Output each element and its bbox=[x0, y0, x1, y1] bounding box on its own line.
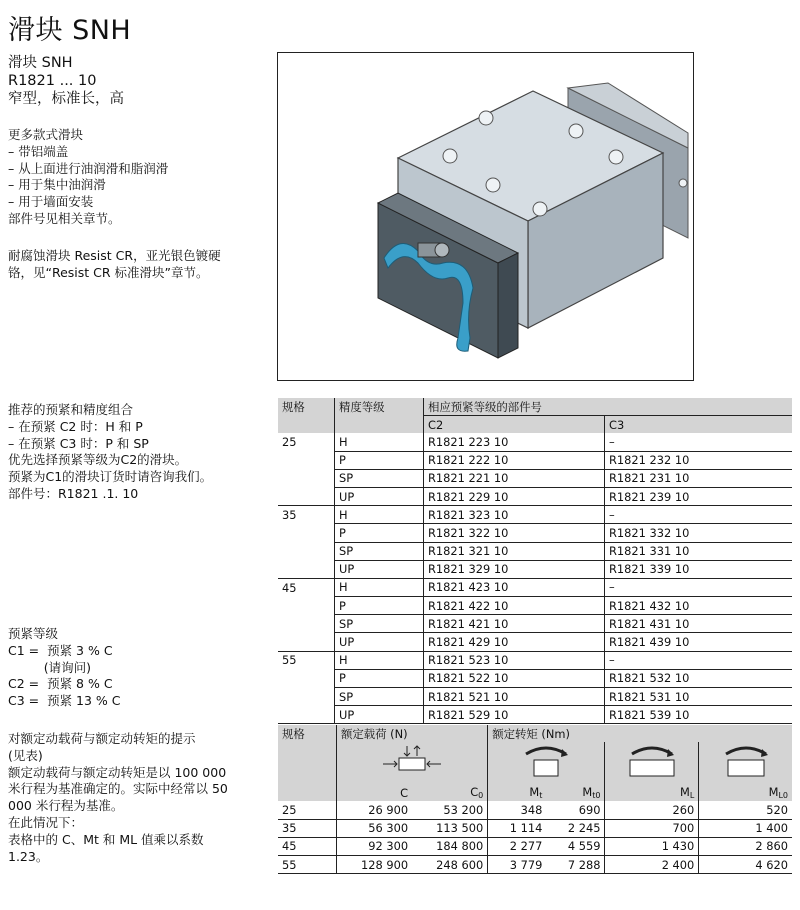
preload-classes-heading: 预紧等级 bbox=[8, 626, 59, 641]
corrosion-note-line: 铬，见“Resist CR 标准滑块”章节。 bbox=[8, 264, 209, 280]
c2-part-number-cell: R1821 521 10 bbox=[424, 688, 605, 706]
col-header-accuracy: 精度等级 bbox=[335, 398, 424, 416]
table-row bbox=[278, 819, 792, 837]
accuracy-cell: SP bbox=[335, 688, 424, 706]
col-header-mt bbox=[488, 784, 547, 801]
mt-cell: 1 114 bbox=[488, 819, 547, 837]
accuracy-cell: P bbox=[335, 597, 424, 615]
c2-part-number-cell: R1821 221 10 bbox=[424, 469, 605, 487]
load-direction-icon bbox=[337, 742, 488, 784]
c2-part-number-cell: R1821 321 10 bbox=[424, 542, 605, 560]
table-row bbox=[278, 542, 792, 560]
torque-mt-icon bbox=[488, 742, 605, 784]
corrosion-note-line: 耐腐蚀滑块 Resist CR，亚光银色镀硬 bbox=[8, 248, 221, 263]
features-footer: 部件号见相关章节。 bbox=[8, 210, 121, 226]
c3-part-number-cell: R1821 239 10 bbox=[605, 487, 793, 505]
linear-guide-block-illustration bbox=[278, 53, 693, 380]
ml0-cell: 520 bbox=[699, 801, 792, 819]
c2-part-number-cell: R1821 323 10 bbox=[424, 506, 605, 524]
table-row bbox=[278, 801, 792, 819]
c3-part-number-cell: – bbox=[605, 506, 793, 524]
size-cell: 45 bbox=[278, 578, 335, 596]
preload-recommend-line: 预紧为C1的滑块订货时请咨询我们。 bbox=[8, 469, 213, 485]
col-header-ml-sub: L bbox=[689, 791, 695, 801]
mt0-cell: 690 bbox=[546, 801, 605, 819]
size-cell bbox=[278, 615, 335, 633]
accuracy-cell: UP bbox=[335, 560, 424, 578]
col-header-c0 bbox=[412, 784, 488, 801]
table-row bbox=[278, 487, 792, 505]
c2-part-number-cell: R1821 429 10 bbox=[424, 633, 605, 651]
mt0-cell: 7 288 bbox=[546, 855, 605, 873]
size-cell bbox=[278, 487, 335, 505]
accuracy-cell: SP bbox=[335, 542, 424, 560]
table-row bbox=[278, 633, 792, 651]
load-note-line: (见表) bbox=[8, 747, 43, 763]
c2-part-number-cell: R1821 229 10 bbox=[424, 487, 605, 505]
accuracy-cell: UP bbox=[335, 487, 424, 505]
size-cell bbox=[278, 469, 335, 487]
accuracy-cell: H bbox=[335, 651, 424, 669]
c3-part-number-cell: – bbox=[605, 651, 793, 669]
preload-recommend-line: 优先选择预紧等级为C2的滑块。 bbox=[8, 452, 188, 468]
accuracy-cell: P bbox=[335, 669, 424, 687]
c3-part-number-cell: R1821 331 10 bbox=[605, 542, 793, 560]
table-row bbox=[278, 433, 792, 451]
c2-part-number-cell: R1821 523 10 bbox=[424, 651, 605, 669]
c2-part-number-cell: R1821 423 10 bbox=[424, 578, 605, 596]
col-header-size: 规格 bbox=[278, 398, 335, 416]
mt-cell: 3 779 bbox=[488, 855, 547, 873]
table-row bbox=[278, 560, 792, 578]
col-header-ml0-sub: L0 bbox=[778, 791, 788, 801]
load-rating-table bbox=[278, 725, 792, 874]
col-header-mt0-main: M bbox=[582, 785, 593, 800]
c2-part-number-cell: R1821 222 10 bbox=[424, 451, 605, 469]
load-note-line: 额定动载荷与额定动转矩是以 100 000 bbox=[8, 764, 227, 780]
size-cell: 55 bbox=[278, 651, 335, 669]
c0-cell: 53 200 bbox=[412, 801, 488, 819]
table-row bbox=[278, 669, 792, 687]
col-header-mt-main: M bbox=[529, 785, 540, 800]
size-cell bbox=[278, 451, 335, 469]
col-header-size: 规格 bbox=[278, 725, 337, 742]
size-cell bbox=[278, 688, 335, 706]
preload-recommend-line: 推荐的预紧和精度组合 bbox=[8, 402, 134, 417]
load-note-line: 1.23。 bbox=[8, 848, 49, 864]
load-note-line: 米行程为基准确定的。实际中经常以 50 bbox=[8, 781, 228, 797]
table-row bbox=[278, 688, 792, 706]
table-row bbox=[278, 837, 792, 855]
col-header-c2: C2 bbox=[424, 416, 605, 434]
c2-part-number-cell: R1821 223 10 bbox=[424, 433, 605, 451]
col-header-part-numbers: 相应预紧等级的部件号 bbox=[424, 398, 793, 416]
accuracy-cell: UP bbox=[335, 706, 424, 724]
ml-cell: 1 430 bbox=[605, 837, 699, 855]
header-spacer bbox=[605, 725, 792, 742]
size-cell bbox=[278, 706, 335, 724]
size-cell: 25 bbox=[278, 801, 337, 819]
feature-item: – 用于墙面安装 bbox=[8, 194, 94, 210]
c2-part-number-cell: R1821 421 10 bbox=[424, 615, 605, 633]
ml0-cell: 4 620 bbox=[699, 855, 792, 873]
preload-class-line: C1 = 预紧 3 % C bbox=[8, 642, 113, 658]
table-row bbox=[278, 524, 792, 542]
header-spacer bbox=[278, 416, 335, 434]
c2-part-number-cell: R1821 422 10 bbox=[424, 597, 605, 615]
size-cell: 35 bbox=[278, 506, 335, 524]
ml-cell: 2 400 bbox=[605, 855, 699, 873]
c2-part-number-cell: R1821 322 10 bbox=[424, 524, 605, 542]
c3-part-number-cell: R1821 532 10 bbox=[605, 669, 793, 687]
subtitle-line-1: 滑块 SNH bbox=[8, 55, 73, 71]
preload-classes bbox=[8, 626, 121, 710]
ml0-cell: 2 860 bbox=[699, 837, 792, 855]
c0-cell: 248 600 bbox=[412, 855, 488, 873]
c3-part-number-cell: R1821 539 10 bbox=[605, 706, 793, 724]
table-row bbox=[278, 855, 792, 873]
ml0-cell: 1 400 bbox=[699, 819, 792, 837]
c2-part-number-cell: R1821 329 10 bbox=[424, 560, 605, 578]
c3-part-number-cell: R1821 439 10 bbox=[605, 633, 793, 651]
corrosion-note bbox=[8, 248, 221, 282]
col-header-load: 额定载荷 (N) bbox=[337, 725, 488, 742]
c3-part-number-cell: – bbox=[605, 433, 793, 451]
table-row bbox=[278, 597, 792, 615]
size-cell bbox=[278, 524, 335, 542]
c3-part-number-cell: R1821 339 10 bbox=[605, 560, 793, 578]
torque-ml-icon bbox=[605, 742, 699, 784]
accuracy-cell: H bbox=[335, 506, 424, 524]
col-header-ml bbox=[605, 784, 699, 801]
c2-part-number-cell: R1821 529 10 bbox=[424, 706, 605, 724]
size-cell: 55 bbox=[278, 855, 337, 873]
part-number-table bbox=[278, 398, 792, 724]
size-cell bbox=[278, 560, 335, 578]
col-header-ml-main: M bbox=[680, 785, 690, 800]
accuracy-cell: H bbox=[335, 433, 424, 451]
preload-class-line: (请询问) bbox=[8, 659, 92, 675]
accuracy-cell: P bbox=[335, 451, 424, 469]
col-header-torque: 额定转矩 (Nm) bbox=[488, 725, 605, 742]
feature-item: – 从上面进行油润滑和脂润滑 bbox=[8, 160, 169, 176]
c-cell: 92 300 bbox=[337, 837, 413, 855]
header-spacer bbox=[278, 784, 337, 801]
page-title: 滑块 SNH bbox=[8, 15, 132, 46]
table-row bbox=[278, 451, 792, 469]
col-header-c0-sub: 0 bbox=[478, 791, 484, 801]
size-cell: 25 bbox=[278, 433, 335, 451]
size-cell bbox=[278, 542, 335, 560]
mt-cell: 2 277 bbox=[488, 837, 547, 855]
load-note-line: 表格中的 C、Mt 和 ML 值乘以系数 bbox=[8, 831, 204, 847]
preload-recommend-line: – 在预紧 C3 时：P 和 SP bbox=[8, 435, 149, 451]
c-cell: 56 300 bbox=[337, 819, 413, 837]
subtitle-line-3: 窄型，标准长，高 bbox=[8, 91, 124, 107]
col-header-c: C bbox=[337, 784, 413, 801]
size-cell bbox=[278, 669, 335, 687]
c3-part-number-cell: R1821 431 10 bbox=[605, 615, 793, 633]
preload-class-line: C2 = 预紧 8 % C bbox=[8, 676, 113, 692]
size-cell bbox=[278, 597, 335, 615]
preload-recommendation bbox=[8, 402, 212, 503]
col-header-mt0 bbox=[546, 784, 605, 801]
table-row bbox=[278, 651, 792, 669]
size-cell: 45 bbox=[278, 837, 337, 855]
col-header-ml0-main: M bbox=[768, 785, 779, 800]
c0-cell: 113 500 bbox=[412, 819, 488, 837]
accuracy-cell: UP bbox=[335, 633, 424, 651]
product-image-frame bbox=[277, 52, 694, 381]
features-heading: 更多款式滑块 bbox=[8, 127, 84, 142]
table-row bbox=[278, 506, 792, 524]
torque-ml0-icon bbox=[699, 742, 792, 784]
c3-part-number-cell: R1821 231 10 bbox=[605, 469, 793, 487]
mt-cell: 348 bbox=[488, 801, 547, 819]
c0-cell: 184 800 bbox=[412, 837, 488, 855]
feature-item: – 带铝端盖 bbox=[8, 143, 69, 159]
mt0-cell: 2 245 bbox=[546, 819, 605, 837]
accuracy-cell: P bbox=[335, 524, 424, 542]
product-subtitle bbox=[8, 54, 124, 108]
size-cell: 35 bbox=[278, 819, 337, 837]
feature-item: – 用于集中油润滑 bbox=[8, 177, 106, 193]
col-header-c0-main: C bbox=[470, 785, 479, 800]
col-header-c3: C3 bbox=[605, 416, 793, 434]
table-row bbox=[278, 615, 792, 633]
c3-part-number-cell: R1821 531 10 bbox=[605, 688, 793, 706]
mt0-cell: 4 559 bbox=[546, 837, 605, 855]
c3-part-number-cell: R1821 432 10 bbox=[605, 597, 793, 615]
preload-recommend-line: – 在预紧 C2 时：H 和 P bbox=[8, 418, 143, 434]
c2-part-number-cell: R1821 522 10 bbox=[424, 669, 605, 687]
c-cell: 26 900 bbox=[337, 801, 413, 819]
table-row bbox=[278, 578, 792, 596]
header-spacer bbox=[278, 742, 337, 784]
features-block bbox=[8, 127, 168, 228]
col-header-mt-sub: t bbox=[539, 791, 543, 801]
table-row bbox=[278, 469, 792, 487]
header-spacer bbox=[335, 416, 424, 434]
load-rating-note bbox=[8, 731, 228, 865]
col-header-ml0 bbox=[699, 784, 792, 801]
load-note-line: 000 米行程为基准。 bbox=[8, 798, 124, 814]
ml-cell: 700 bbox=[605, 819, 699, 837]
col-header-mt0-sub: t0 bbox=[592, 791, 601, 801]
preload-recommend-line: 部件号：R1821 .1. 10 bbox=[8, 485, 139, 501]
accuracy-cell: SP bbox=[335, 615, 424, 633]
load-note-line: 对额定动载荷与额定动转矩的提示 bbox=[8, 731, 196, 746]
c3-part-number-cell: R1821 332 10 bbox=[605, 524, 793, 542]
c-cell: 128 900 bbox=[337, 855, 413, 873]
ml-cell: 260 bbox=[605, 801, 699, 819]
c3-part-number-cell: – bbox=[605, 578, 793, 596]
subtitle-line-2: R1821 ... 10 bbox=[8, 73, 97, 89]
table-row bbox=[278, 706, 792, 724]
load-note-line: 在此情况下： bbox=[8, 814, 84, 830]
size-cell bbox=[278, 633, 335, 651]
accuracy-cell: SP bbox=[335, 469, 424, 487]
accuracy-cell: H bbox=[335, 578, 424, 596]
c3-part-number-cell: R1821 232 10 bbox=[605, 451, 793, 469]
preload-class-line: C3 = 预紧 13 % C bbox=[8, 693, 121, 709]
